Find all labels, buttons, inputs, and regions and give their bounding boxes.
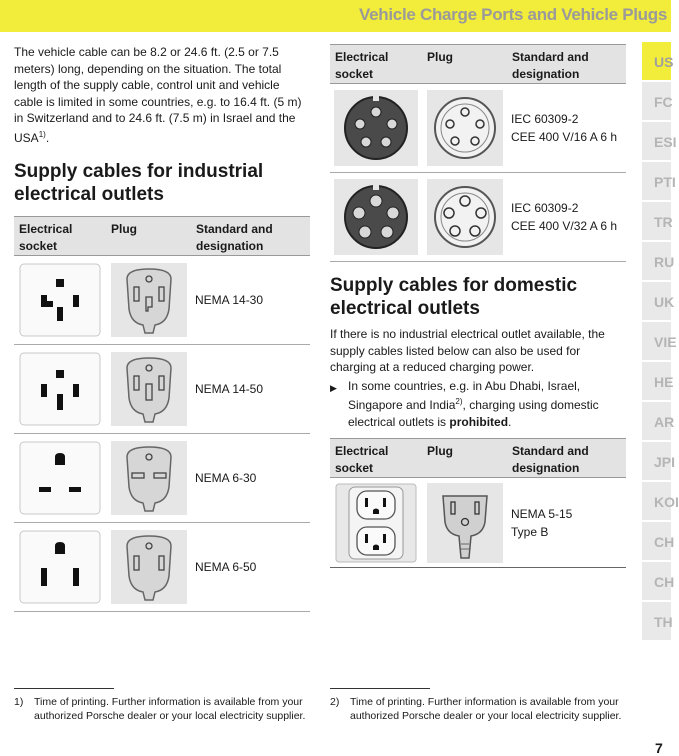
col-header-socket: Electrical socket [335, 444, 389, 475]
nema-14-30-plug-icon [119, 265, 179, 335]
iec-32a-socket-icon [340, 181, 412, 253]
table-row [14, 523, 310, 612]
table-row [14, 256, 310, 345]
tab-language-tr[interactable]: TR [642, 202, 671, 242]
nema-6-30-plug-icon [119, 443, 179, 513]
standard-cell: NEMA 14-30 [195, 293, 264, 307]
footnote-2 [330, 695, 626, 723]
plug-cell [106, 263, 191, 337]
middle-column [330, 44, 626, 568]
language-tabs [642, 42, 679, 642]
tab-language-ru[interactable]: RU [642, 242, 671, 282]
bullet-text: In some countries, e.g. in Abu Dhabi, Israel, Singapore and India$^{2)}$, charging using domestic electrical outlets is prohibited. [348, 378, 599, 429]
table-row [330, 478, 626, 568]
tab-language-fc[interactable]: FC [642, 82, 671, 122]
table-header [14, 216, 310, 256]
nema-6-50-socket-icon [19, 530, 101, 604]
col-header-socket: Electrical socket [335, 50, 389, 81]
footnote-ref-2[interactable]: 2) [455, 397, 463, 406]
col-header-standard: Standard and designation [196, 222, 273, 253]
nema-5-15-socket-icon [335, 483, 417, 563]
industrial-table [14, 216, 310, 612]
iec-32a-plug-icon [431, 183, 499, 251]
table-row [330, 173, 626, 262]
tab-language-jpn[interactable]: JPI [642, 442, 671, 482]
plug-cell [422, 90, 507, 166]
plug-cell [422, 483, 507, 563]
nema-14-30-socket-icon [19, 263, 101, 337]
footnote-ref-1[interactable]: 1) [38, 129, 46, 139]
page-number: 7 [655, 740, 663, 756]
tab-language-vie[interactable]: VIE [642, 322, 671, 362]
footnote-2-block [330, 688, 626, 723]
col-header-plug: Plug [427, 50, 453, 64]
iec-16a-plug-icon [431, 94, 499, 162]
left-column [14, 44, 310, 612]
table-row [330, 84, 626, 173]
table-header [330, 44, 626, 84]
col-header-standard: Standard and designation [512, 444, 589, 475]
tab-language-us[interactable]: US [642, 42, 671, 82]
plug-cell [106, 441, 191, 515]
table-header [330, 438, 626, 478]
col-header-socket: Electrical socket [19, 222, 73, 253]
intro-paragraph: The vehicle cable can be 8.2 or 24.6 ft. (2.5 or 7.5 meters) long, depending on the situation. The total length of the supply cable, control unit and vehicle cable is limited in some countries, e.g. to 16.4 ft. (5 m) in Switzerland and to 24.6 ft. (7.5 m) in Israel and the USA$^{1)}$. [14, 45, 302, 145]
domestic-table [330, 438, 626, 568]
socket-cell [14, 441, 106, 515]
plug-cell [106, 352, 191, 426]
col-header-standard: Standard and designation [512, 50, 589, 81]
nema-6-30-socket-icon [19, 441, 101, 515]
nema-14-50-plug-icon [119, 354, 179, 424]
nema-14-50-socket-icon [19, 352, 101, 426]
nema-5-15-plug-icon [435, 486, 495, 560]
footnote-text: Time of printing. Further information is available from your authorized Porsche dealer or your local electricity supplier. [34, 696, 306, 722]
prohibited-bullet [330, 378, 626, 431]
col-header-plug: Plug [427, 444, 453, 458]
footnote-text: Time of printing. Further information is available from your authorized Porsche dealer or your local electricity supplier. [350, 696, 622, 722]
socket-cell [330, 179, 422, 255]
standard-name: IEC 60309-2 [511, 201, 579, 215]
tab-language-he[interactable]: HE [642, 362, 671, 402]
standard-cell: NEMA 14-50 [195, 382, 264, 396]
socket-cell [330, 90, 422, 166]
standard-cell: NEMA 6-50 [195, 560, 257, 574]
tab-language-ptb[interactable]: PTI [642, 162, 671, 202]
footnote-number: 1) [14, 696, 24, 708]
tab-language-th[interactable]: TH [642, 602, 671, 642]
standard-cell [507, 505, 626, 541]
table-row [14, 434, 310, 523]
footnote-rule [14, 688, 114, 689]
page-header-title: Vehicle Charge Ports and Vehicle Plugs [359, 5, 667, 24]
iec-table [330, 44, 626, 262]
standard-name: IEC 60309-2 [511, 112, 579, 126]
socket-cell [14, 352, 106, 426]
tab-language-kor[interactable]: KOI [642, 482, 671, 522]
nema-6-50-plug-icon [119, 532, 179, 602]
standard-designation: Type B [511, 524, 549, 539]
socket-cell [14, 530, 106, 604]
bullet-arrow-icon: ▶ [330, 382, 337, 393]
domestic-paragraph: If there is no industrial electrical outlet available, the supply cables listed below can also be used for charging at a reduced charging power. [330, 327, 605, 374]
iec-16a-socket-icon [340, 92, 412, 164]
table-row [14, 345, 310, 434]
tab-language-uk[interactable]: UK [642, 282, 671, 322]
domestic-heading: Supply cables for domestic electrical outlets [330, 275, 578, 319]
standard-name: NEMA 5-15 [511, 506, 573, 521]
standard-designation: CEE 400 V/16 A 6 h [511, 130, 618, 144]
tab-language-cht[interactable]: CH [642, 562, 671, 602]
footnote-1 [14, 695, 310, 723]
standard-designation: CEE 400 V/32 A 6 h [511, 219, 618, 233]
footnote-1-block [14, 688, 310, 723]
tab-language-esm[interactable]: ESI [642, 122, 671, 162]
industrial-heading: Supply cables for industrial electrical outlets [14, 161, 264, 205]
socket-cell [330, 483, 422, 563]
prohibited-emphasis: prohibited [449, 414, 509, 429]
tab-language-ar[interactable]: AR [642, 402, 671, 442]
footnote-number: 2) [330, 696, 340, 708]
footnote-rule [330, 688, 430, 689]
standard-cell [507, 199, 626, 235]
standard-cell: NEMA 6-30 [195, 471, 257, 485]
col-header-plug: Plug [111, 222, 137, 236]
standard-cell [507, 110, 626, 146]
plug-cell [106, 530, 191, 604]
socket-cell [14, 263, 106, 337]
tab-language-chs[interactable]: CH [642, 522, 671, 562]
plug-cell [422, 179, 507, 255]
